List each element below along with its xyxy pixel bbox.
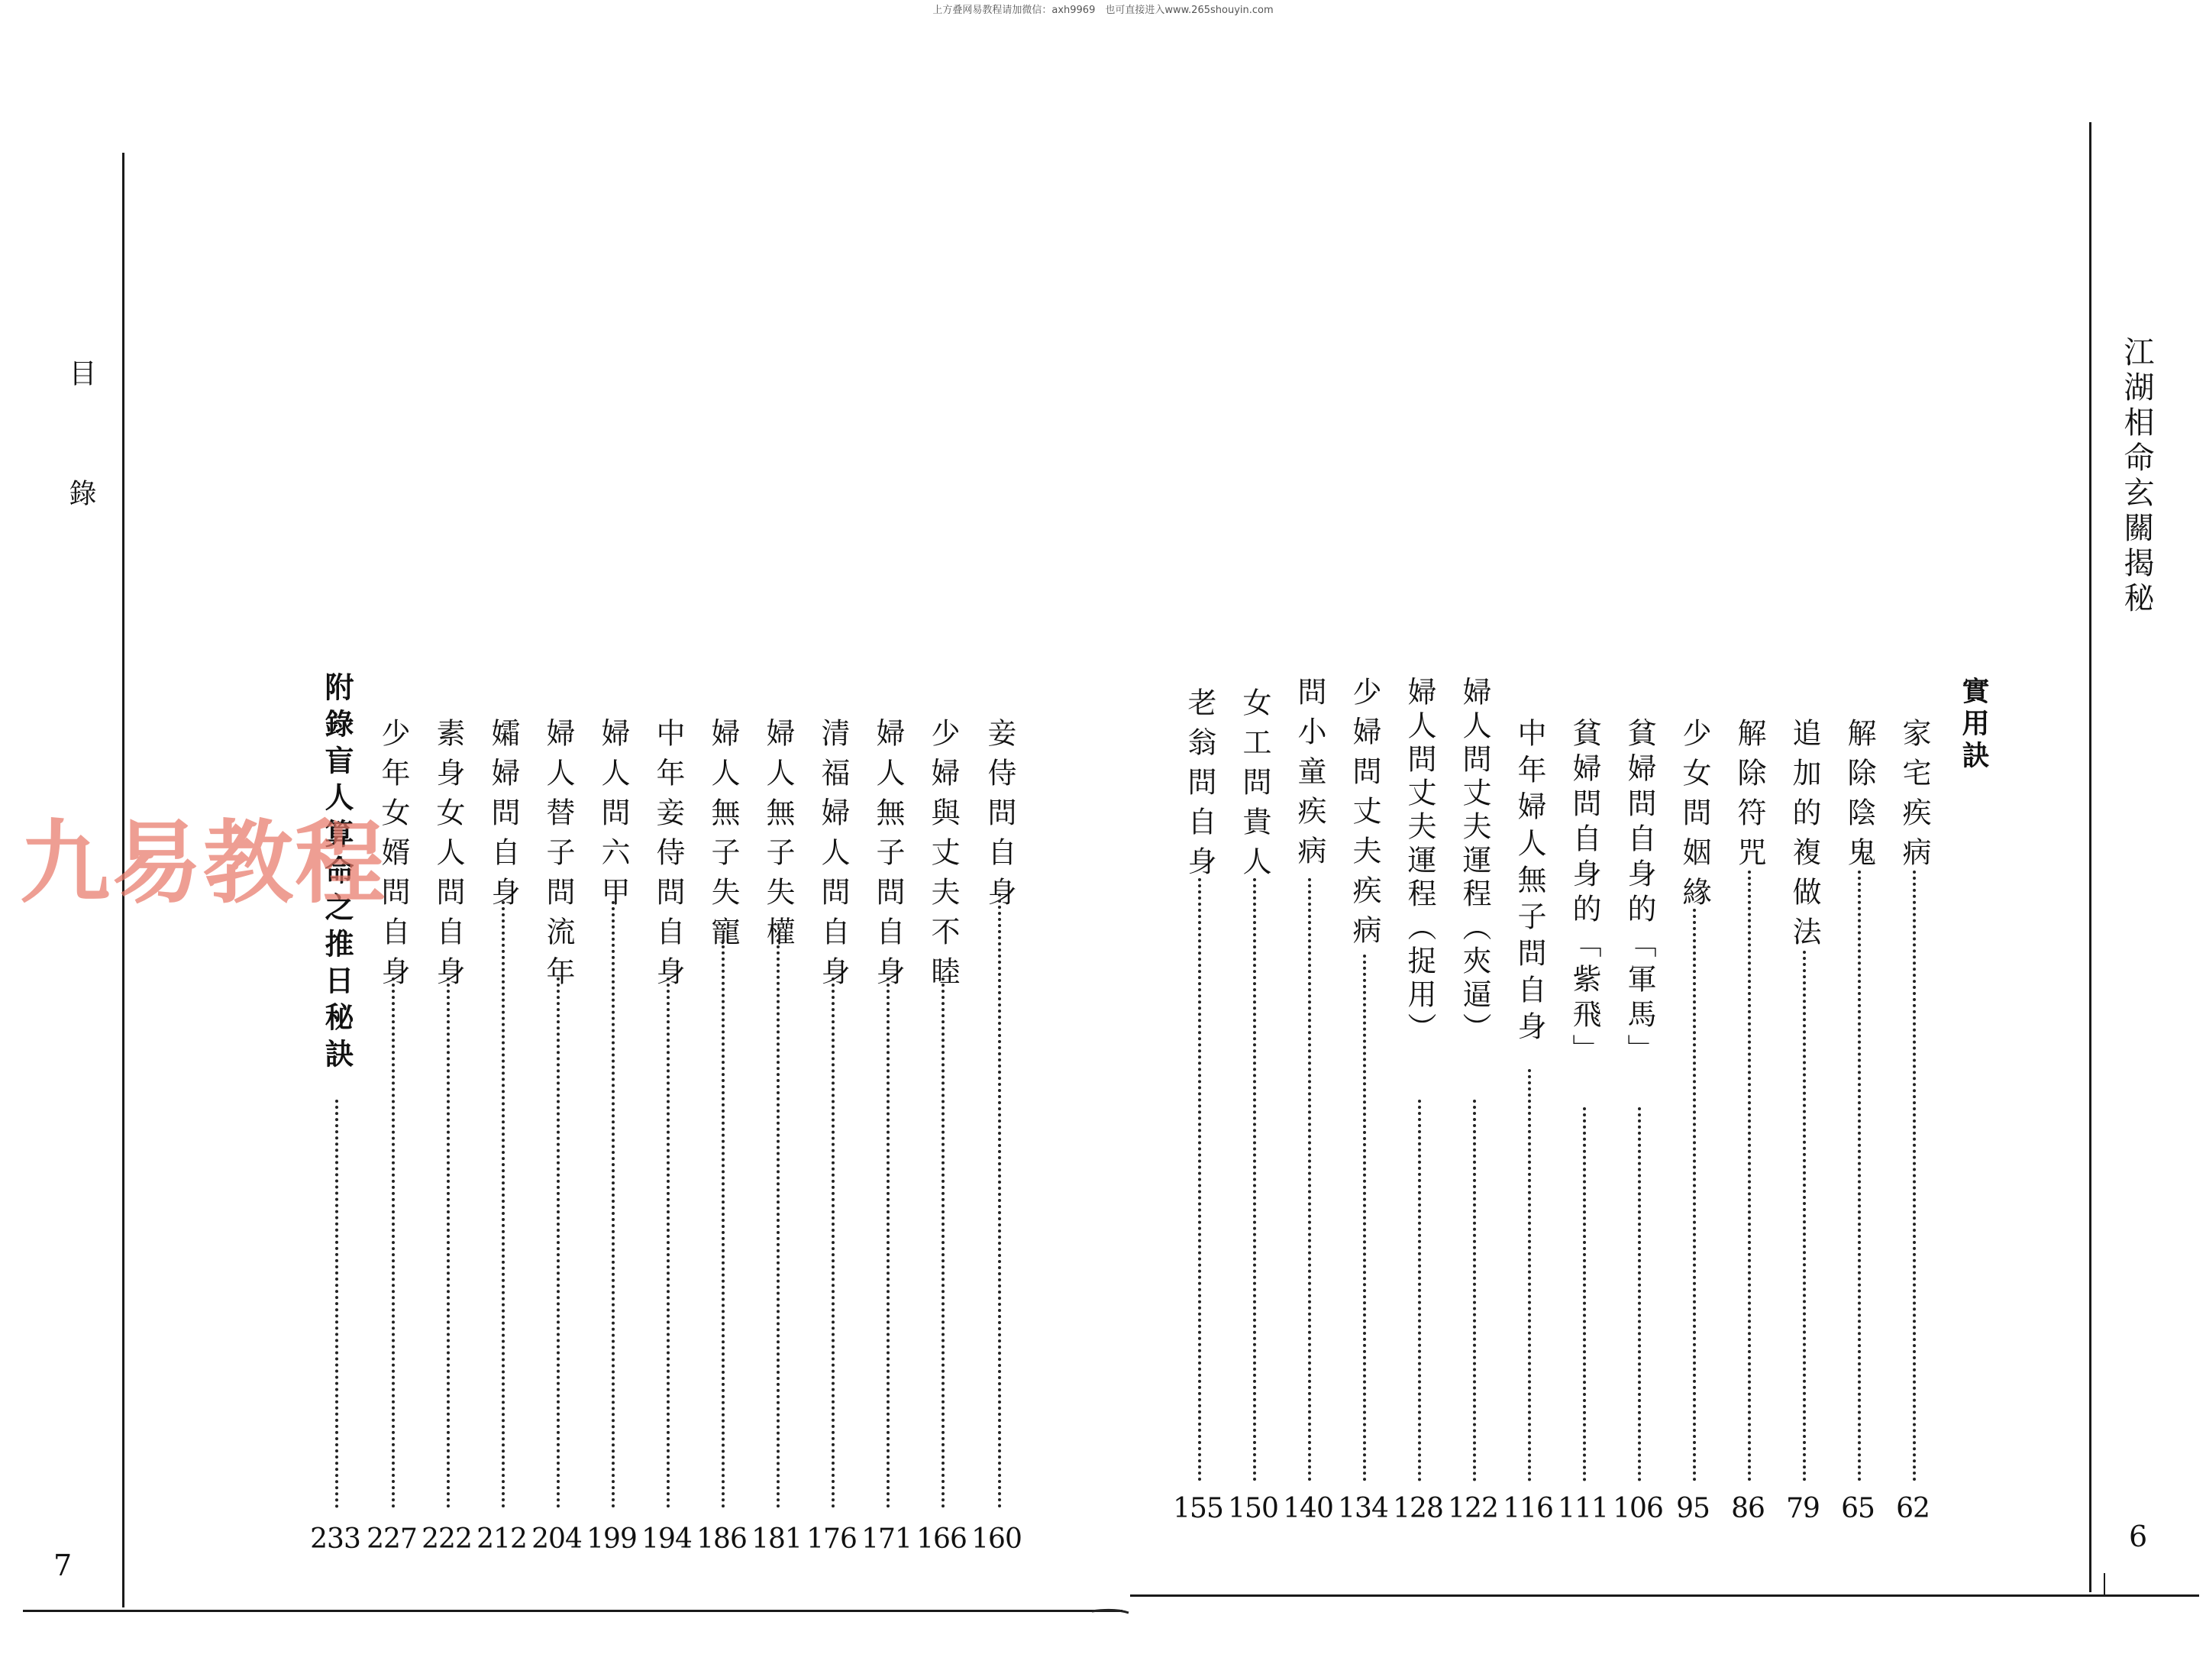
toc-entry-page: 181 bbox=[751, 1523, 802, 1555]
toc-entry-label: 家宅疾病 bbox=[1898, 718, 1931, 877]
toc-leader-dots bbox=[1913, 871, 1916, 1481]
toc-entry-label: 妾侍問自身 bbox=[983, 718, 1016, 916]
toc-entry-label: 解除符咒 bbox=[1733, 718, 1766, 877]
toc-leader-dots bbox=[1253, 878, 1256, 1481]
toc-entry-page: 62 bbox=[1896, 1493, 1930, 1524]
toc-entry-label: 素身女人問自身 bbox=[431, 718, 465, 996]
toc-leader-dots bbox=[557, 977, 560, 1508]
top-banner: 上方叠网易教程请加微信：axh9969 也可直接进入www.265shouyin.com bbox=[932, 5, 1274, 16]
book-title: 江湖相命玄關揭秘 bbox=[2119, 336, 2154, 617]
toc-entry-page: 95 bbox=[1676, 1493, 1710, 1524]
toc-entry-page: 65 bbox=[1841, 1493, 1875, 1524]
toc-entry-label: 女工問貴人 bbox=[1238, 687, 1271, 886]
toc-entry-label: 清福婦人問自身 bbox=[816, 718, 850, 996]
toc-entry-page: 194 bbox=[641, 1523, 692, 1555]
toc-entry-page: 212 bbox=[476, 1523, 527, 1555]
toc-leader-dots bbox=[1528, 1069, 1531, 1481]
toc-entry-page: 199 bbox=[586, 1523, 637, 1555]
right-page-number: 6 bbox=[2129, 1520, 2148, 1553]
toc-entry-page: 155 bbox=[1173, 1493, 1223, 1524]
toc-entry-label: 少年女婿問自身 bbox=[376, 718, 410, 996]
toc-leader-dots bbox=[998, 893, 1001, 1508]
toc-entry-label: 少女問姻緣 bbox=[1678, 718, 1711, 916]
toc-entry-page: 222 bbox=[421, 1523, 472, 1555]
toc-entry-label: 附錄盲人算命之推日秘訣 bbox=[320, 672, 354, 1075]
toc-leader-dots bbox=[1583, 1107, 1586, 1481]
left-page-number: 7 bbox=[53, 1549, 73, 1582]
toc-entry-label: 中年妾侍問自身 bbox=[651, 718, 685, 996]
toc-leader-dots bbox=[942, 977, 945, 1508]
section-heading: 實用訣 bbox=[1958, 677, 1990, 773]
toc-leader-dots bbox=[887, 977, 890, 1508]
toc-entry-label: 少婦與丈夫不睦 bbox=[926, 718, 960, 996]
toc-leader-dots bbox=[832, 977, 835, 1508]
toc-entry-label: 中年婦人無子問自身 bbox=[1513, 718, 1546, 1048]
toc-leader-dots bbox=[1363, 955, 1366, 1481]
toc-entry-label: 少婦問丈夫疾病 bbox=[1348, 677, 1381, 955]
toc-entry-page: 204 bbox=[531, 1523, 582, 1555]
toc-leader-dots bbox=[722, 939, 725, 1508]
toc-entry-page: 116 bbox=[1503, 1493, 1553, 1524]
toc-leader-dots bbox=[1473, 1100, 1476, 1481]
toc-leader-dots bbox=[1803, 951, 1806, 1481]
toc-entry-label: 問小童疾病 bbox=[1293, 677, 1326, 875]
toc-leader-dots bbox=[1748, 871, 1751, 1481]
toc-leader-dots bbox=[502, 901, 505, 1508]
toc-entry-page: 160 bbox=[971, 1523, 1022, 1555]
toc-side-label: 目 錄 bbox=[65, 359, 96, 537]
toc-leader-dots bbox=[447, 977, 450, 1508]
toc-entry-page: 79 bbox=[1786, 1493, 1820, 1524]
toc-entry-label: 婦人問六甲 bbox=[596, 718, 630, 916]
toc-entry-page: 111 bbox=[1558, 1493, 1608, 1524]
toc-leader-dots bbox=[667, 977, 670, 1508]
toc-entry-label: 解除陰鬼 bbox=[1843, 718, 1876, 877]
toc-leader-dots bbox=[1638, 1107, 1641, 1481]
toc-entry-page: 106 bbox=[1613, 1493, 1663, 1524]
toc-leader-dots bbox=[1198, 878, 1201, 1481]
toc-entry-label: 婦人問丈夫運程（捉用） bbox=[1403, 677, 1436, 1046]
toc-entry-page: 186 bbox=[696, 1523, 747, 1555]
toc-entry-label: 婦人無子問自身 bbox=[871, 718, 905, 996]
toc-leader-dots bbox=[335, 1100, 338, 1508]
toc-entry-label: 老翁問自身 bbox=[1183, 687, 1216, 886]
toc-entry-label: 婦人替子問流年 bbox=[541, 718, 575, 996]
toc-entry-page: 122 bbox=[1448, 1493, 1498, 1524]
toc-leader-dots bbox=[1858, 871, 1861, 1481]
toc-entry-label: 貧婦問自身的「軍馬」 bbox=[1623, 718, 1656, 1069]
toc-entry-page: 140 bbox=[1283, 1493, 1333, 1524]
toc-entry-page: 86 bbox=[1731, 1493, 1765, 1524]
toc-entry-page: 171 bbox=[861, 1523, 912, 1555]
toc-leader-dots bbox=[392, 977, 395, 1508]
toc-leader-dots bbox=[1418, 1100, 1421, 1481]
toc-entry-label: 婦人無子失寵 bbox=[706, 718, 740, 956]
toc-entry-page: 134 bbox=[1338, 1493, 1388, 1524]
toc-entry-label: 婦人問丈夫運程（夾逼） bbox=[1458, 677, 1491, 1046]
toc-leader-dots bbox=[1693, 909, 1696, 1481]
toc-entry-page: 227 bbox=[367, 1523, 417, 1555]
watermark-logo: 九易教程 bbox=[20, 810, 387, 916]
toc-entry-page: 176 bbox=[806, 1523, 857, 1555]
toc-entry-label: 貧婦問自身的「紫飛」 bbox=[1568, 718, 1601, 1069]
toc-leader-dots bbox=[612, 901, 615, 1508]
toc-entry-label: 婦人無子失權 bbox=[761, 718, 795, 956]
toc-entry-page: 233 bbox=[310, 1523, 360, 1555]
toc-leader-dots bbox=[1308, 878, 1311, 1481]
toc-entry-page: 128 bbox=[1393, 1493, 1443, 1524]
toc-leader-dots bbox=[777, 939, 780, 1508]
toc-entry-page: 150 bbox=[1228, 1493, 1278, 1524]
toc-entry-label: 追加的複做法 bbox=[1788, 718, 1821, 956]
toc-entry-page: 166 bbox=[916, 1523, 967, 1555]
toc-entry-label: 孀婦問自身 bbox=[486, 718, 520, 916]
